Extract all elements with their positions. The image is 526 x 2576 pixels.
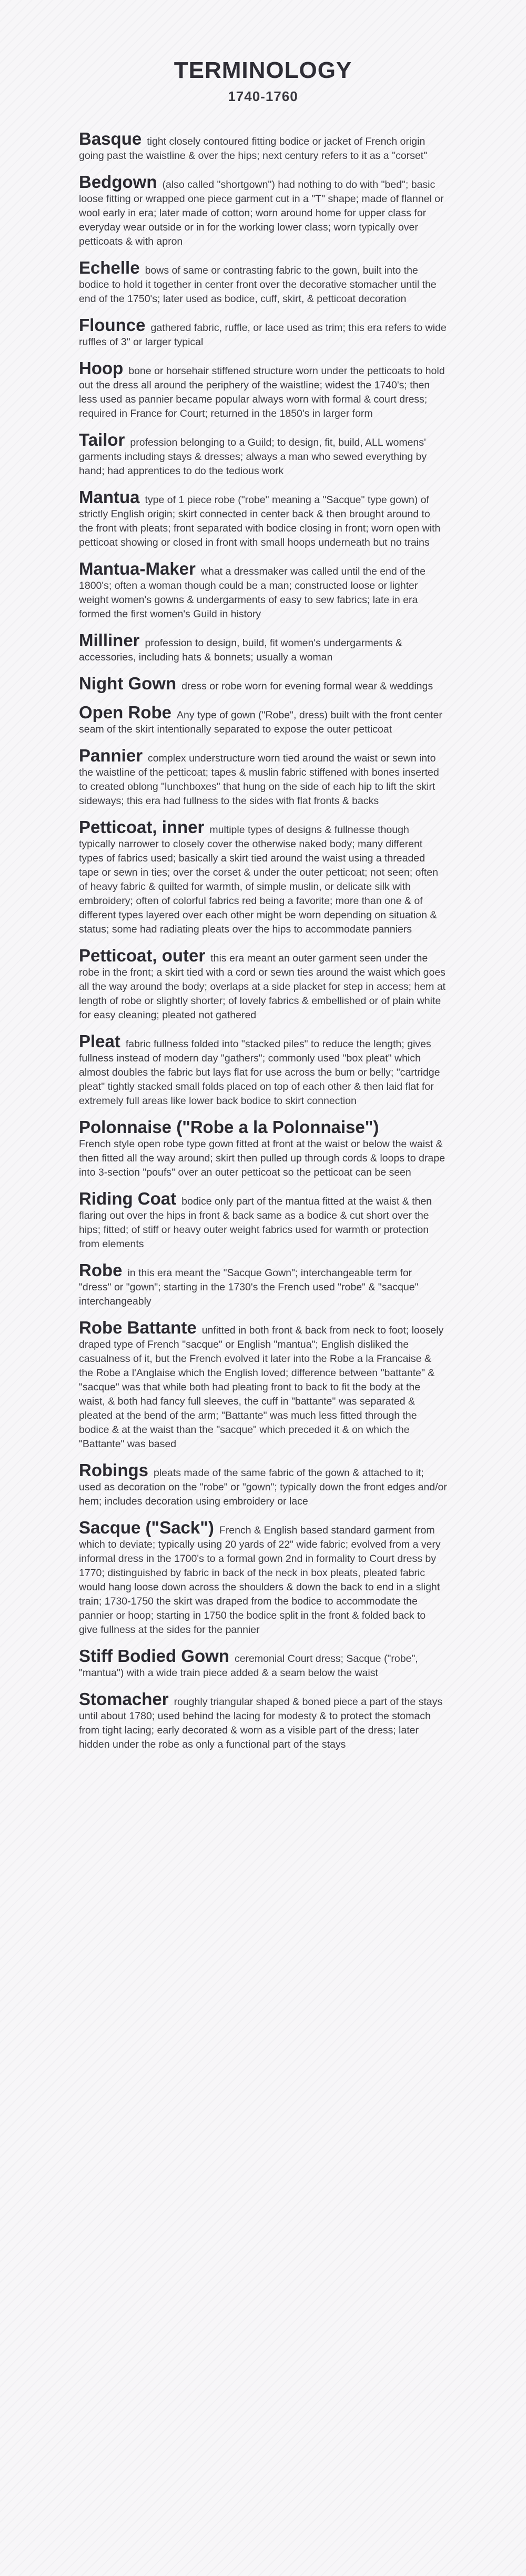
glossary-entry	[79, 674, 447, 694]
page-header	[0, 58, 526, 105]
glossary-entry	[79, 129, 447, 163]
glossary-definition: unfitted in both front & back from neck to foot; loosely draped type of French "sacque" or English "mantua"; English disliked the casualness of it, but the French evolved it later into the Robe a la Francaise & the Robe a l'Anglaise which the English loved; difference between "battante" & "sacque" was that while both had pleating front to back to fit the body at the waist, & both had fancy full sleeves, the cuff in "battante" was separated & pleated at the bend of the arm; "Battante" was much less fitted through the bodice & at the waist than the "sacque" which preceded it & on which the "Battante" was based	[79, 1325, 444, 1450]
glossary-term: Pleat	[79, 1031, 120, 1051]
glossary-term: Robe Battante	[79, 1318, 197, 1337]
glossary-term: Petticoat, inner	[79, 817, 205, 837]
glossary-entry	[79, 1460, 447, 1509]
glossary-definition: bodice only part of the mantua fitted at the waist & then flaring out over the hips in front & back same as a bodice & cut short over the hips; fitted; of stiff or heavy outer weight fabrics used for warmth or protection from elements	[79, 1196, 432, 1250]
glossary-term: Polonnaise ("Robe a la Polonnaise")	[79, 1117, 379, 1137]
glossary-definition: type of 1 piece robe ("robe" meaning a "Sacque" type gown) of strictly English origin; skirt connected in center back & then brought around to the front with pleats; front separated with bodice closing in front; worn open with petticoat showing or closed in front with small hoops underneath but no trains	[79, 494, 441, 548]
page-subtitle: 1740-1760	[228, 88, 298, 105]
glossary-term: Riding Coat	[79, 1189, 177, 1208]
glossary-entry	[79, 746, 447, 808]
glossary-definition: gathered fabric, ruffle, or lace used as trim; this era refers to wide ruffles of 3" or larger typical	[79, 322, 447, 348]
glossary-entry	[79, 1318, 447, 1451]
glossary-term: Bedgown	[79, 172, 157, 192]
glossary-entry	[79, 703, 447, 737]
glossary-term: Open Robe	[79, 703, 172, 722]
glossary-entry	[79, 487, 447, 550]
glossary-entry	[79, 1646, 447, 1680]
glossary-definition: this era meant an outer garment seen under the robe in the front; a skirt tied with a cord or sewn ties around the waist which goes all the way around the body; overlaps at a side placket for step in access; hem at length of robe or slightly shorter; of lovely fabrics & embellished or of plain white for easy cleaning; pleated not gathered	[79, 953, 446, 1021]
glossary-definition: pleats made of the same fabric of the gown & attached to it; used as decoration on the "robe" or "gown"; typically down the front edges and/or hem; includes decoration using embroidery or lace	[79, 1467, 447, 1507]
glossary-definition: profession belonging to a Guild; to design, fit, build, ALL womens' garments including stays & dresses; always a man who sewed everything by hand; had apprentices to do the tedious work	[79, 437, 427, 477]
glossary-term: Pannier	[79, 746, 143, 765]
glossary-entry	[79, 172, 447, 249]
glossary-definition: what a dressmaker was called until the end of the 1800's; often a woman though could be a man; constructed loose or lighter weight women's gowns & undergarments of easy to sew fabrics; late in era formed the first women's Guild in history	[79, 566, 426, 620]
glossary-term: Mantua-Maker	[79, 559, 196, 578]
glossary-entry	[79, 1117, 447, 1180]
glossary-term: Robings	[79, 1460, 148, 1480]
glossary-entry	[79, 315, 447, 349]
glossary-definition: dress or robe worn for evening formal wear & weddings	[181, 680, 433, 692]
page-title: TERMINOLOGY	[174, 57, 352, 83]
glossary-term: Petticoat, outer	[79, 946, 206, 965]
glossary-definition: in this era meant the "Sacque Gown"; interchangeable term for "dress" or "gown"; starting in the 1730's the French used "robe" & "sacque" interchangeably	[79, 1267, 419, 1307]
glossary-definition: ceremonial Court dress; Sacque ("robe", "mantua") with a wide train piece added & a seam below the waist	[79, 1653, 418, 1679]
glossary-entry	[79, 1031, 447, 1108]
glossary-term: Echelle	[79, 258, 140, 277]
glossary-definition: multiple types of designs & fullnesse though typically narrower to closely cover the otherwise naked body; many different types of fabrics used; basically a skirt tied around the waist using a threaded tape or sewn in ties; over the corset & under the outer petticoat; not seen; often of heavy fabric & quilted for warmth, of simple muslin, or delicate silk with embroidery; often of colorful fabrics red being a favorite; more than one & of different types layered over each other might be worn depending on situation & status; some had radiating pleats over the hips to accommodate panniers	[79, 824, 438, 935]
glossary-term: Hoop	[79, 358, 124, 378]
glossary-term: Tailor	[79, 430, 125, 449]
glossary-entry	[79, 1689, 447, 1752]
glossary-term: Stiff Bodied Gown	[79, 1646, 229, 1666]
glossary-term: Basque	[79, 129, 142, 148]
glossary-definition: French style open robe type gown fitted at front at the waist or below the waist & then fitted all the way around; skirt then pulled up through cords & loops to drape into 3-section "poufs" over an outer petticoat so the petticoat can be seen	[79, 1138, 445, 1178]
glossary-definition: tight closely contoured fitting bodice or jacket of French origin going past the waistline & over the hips; next century refers to it as a "corset"	[79, 136, 428, 162]
glossary-definition: complex understructure worn tied around the waist or sewn into the waistline of the petticoat; tapes & muslin fabric stiffened with bones inserted to created oblong "lunchboxes" that hung on the side of each hip to lift the skirt sideways; this era had fullness to the sides with flat fronts & backs	[79, 753, 439, 807]
glossary-term: Mantua	[79, 487, 140, 507]
glossary-definition: fabric fullness folded into "stacked piles" to reduce the length; gives fullness instead of modern day "gathers"; commonly used "box pleat" which almost doubles the fabric but lays flat for use across the bum or belly; "cartridge pleat" tightly stacked small folds placed on top of each other & then laid flat for extremely full areas like lower back bodice to skirt connection	[79, 1038, 440, 1107]
glossary-term: Stomacher	[79, 1689, 169, 1709]
glossary-term: Sacque ("Sack")	[79, 1518, 214, 1537]
glossary-definition: French & English based standard garment from which to deviate; typically using 20 yards of 22" wide fabric; evolved from a very informal dress in the 1700's to a formal gown 2nd in formality to Court dress by 1770; distinguished by fabric in back of the neck in box pleats, pleated fabric would hang loose down across the shoulders & down the back to end in a slight train; 1730-1750 the skirt was draped from the bodice to accommodate the pannier or hoop; starting in 1750 the bodice split in the front & folded back to give fullness at the sides for the pannier	[79, 1525, 441, 1636]
glossary-entry	[79, 559, 447, 622]
glossary-term: Flounce	[79, 315, 146, 335]
glossary-definition: roughly triangular shaped & boned piece a part of the stays until about 1780; used behind the lacing for modesty & to protect the stomach from tight lacing; early decorated & worn as a visible part of the dress; later hidden under the robe as only a functional part of the stays	[79, 1696, 443, 1750]
glossary-term: Robe	[79, 1260, 123, 1280]
glossary-entry	[79, 630, 447, 665]
glossary-entry	[79, 1518, 447, 1637]
glossary-entry	[79, 946, 447, 1023]
glossary-definition: bone or horsehair stiffened structure worn under the petticoats to hold out the dress all around the periphery of the waistline; widest the 1740's; then less used as pannier became popular always worn with formal & court dress; required in France for Court; returned in the 1850's in larger form	[79, 365, 445, 419]
glossary-entry	[79, 1189, 447, 1251]
glossary-entry	[79, 817, 447, 937]
glossary-entry	[79, 258, 447, 306]
glossary-definition: Any type of gown ("Robe", dress) built with the front center seam of the skirt intentionally separated to expose the outer petticoat	[79, 709, 442, 735]
glossary-definition: (also called "shortgown") had nothing to do with "bed"; basic loose fitting or wrapped one piece garment cut in a "T" shape; made of flannel or wool early in era; later made of cotton; worn around home for upper class for everyday wear outside or in for the working lower class; worn typically over petticoats & with apron	[79, 179, 444, 247]
glossary-entry	[79, 430, 447, 478]
glossary-term: Milliner	[79, 630, 140, 650]
glossary-definition: profession to design, build, fit women's undergarments & accessories, including hats & bonnets; usually a woman	[79, 637, 402, 663]
glossary-term: Night Gown	[79, 674, 177, 693]
glossary-entry	[79, 1260, 447, 1309]
glossary-entry	[79, 358, 447, 421]
glossary-list	[79, 129, 447, 1761]
glossary-definition: bows of same or contrasting fabric to the gown, built into the bodice to hold it together in center front over the decorative stomacher until the end of the 1750's; later used as bodice, cuff, skirt, & petticoat decoration	[79, 265, 437, 305]
